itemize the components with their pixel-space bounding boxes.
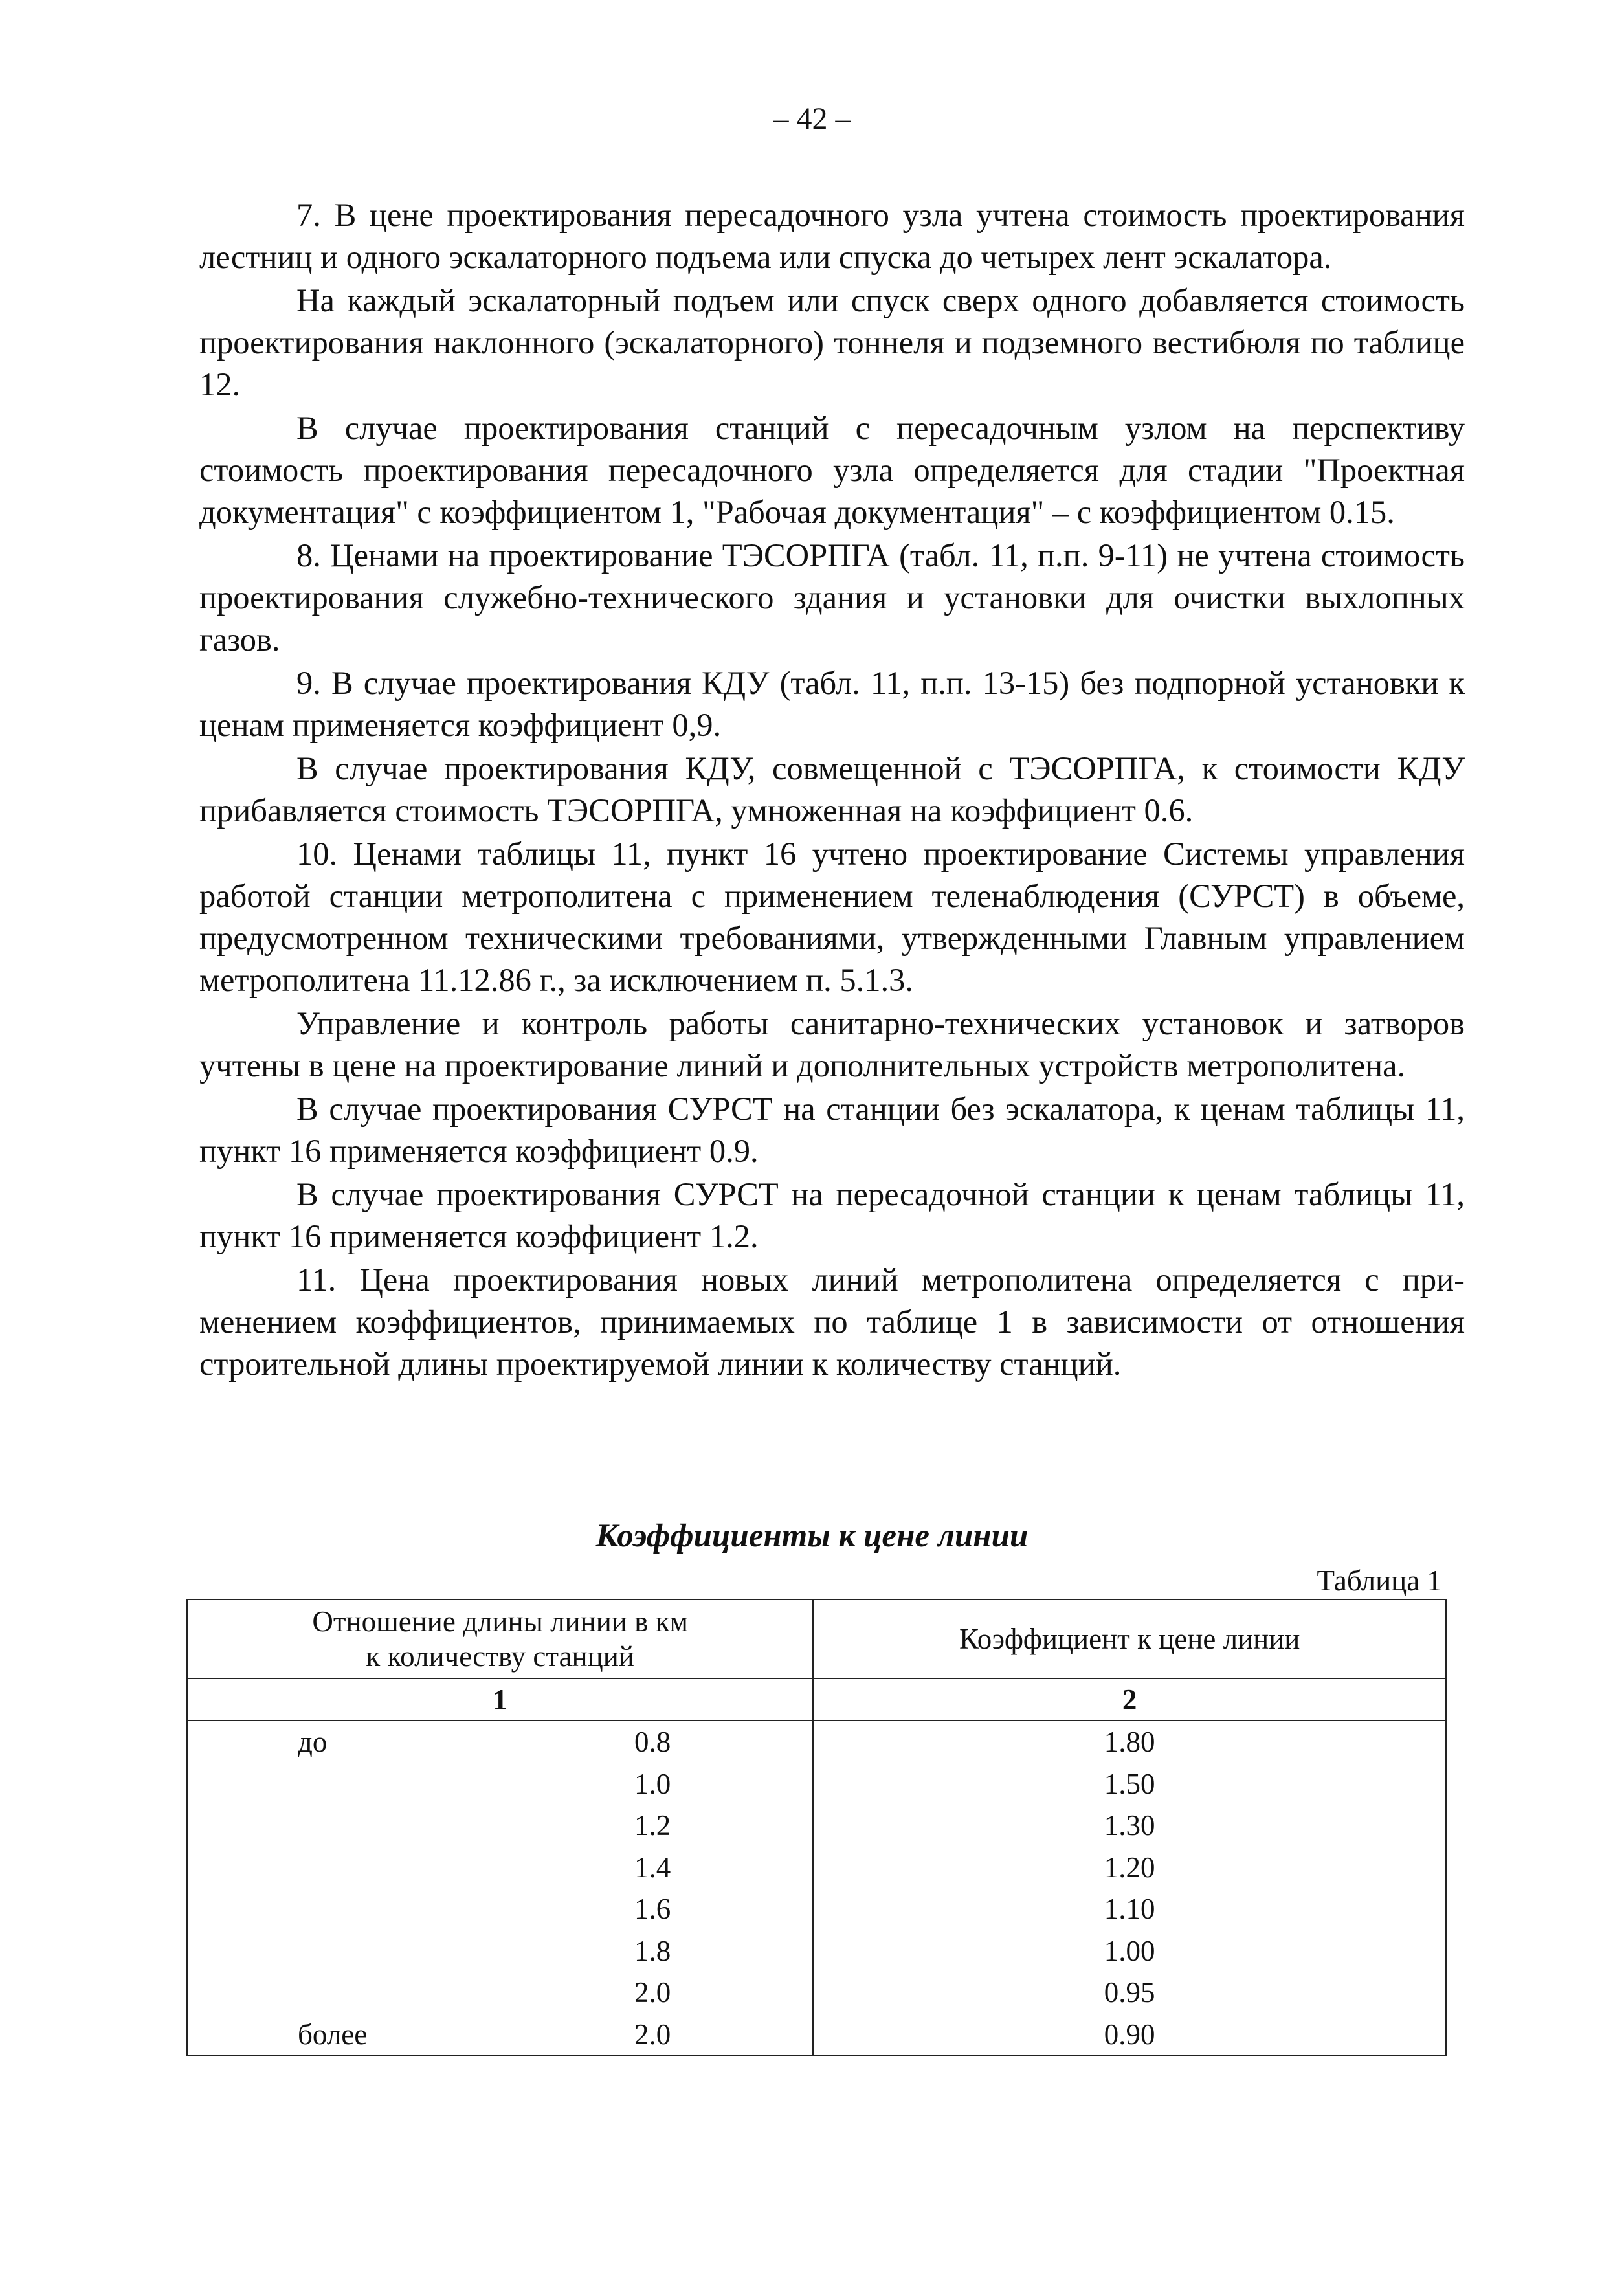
ratio-cell [187,1930,813,1972]
coefficient-cell: 1.00 [813,1930,1446,1972]
coefficient-cell: 1.10 [813,1888,1446,1930]
column-number-2: 2 [813,1678,1446,1721]
ratio-value: 1.8 [634,1934,671,1967]
coefficient-table [186,1599,1447,2056]
page-number: – 42 – [773,102,851,136]
table-row [187,1972,1446,2014]
coefficient-cell: 0.95 [813,1972,1446,2014]
ratio-cell [187,1805,813,1847]
ratio-value: 0.8 [634,1726,671,1759]
coefficient-cell: 1.20 [813,1847,1446,1889]
table-row [187,1847,1446,1889]
ratio-value: 2.0 [634,1976,671,2009]
ratio-cell [187,1888,813,1930]
paragraph-surst-no-escalator: В случае проектирования СУРСТ на станции без эскалатора, к ценам таблицы 11, пункт 16 применяется коэффициент 0.9. [199,1091,1465,1169]
ratio-cell [187,1721,813,1763]
table-row [187,1888,1446,1930]
table-header-row [187,1599,1446,1678]
paragraph-9: 9. В случае проектирования КДУ (табл. 11, п.п. 13-15) без подпорной установки к ценам применяется коэффициент 0,9. [199,665,1465,743]
table-row [187,1805,1446,1847]
column-number-row [187,1678,1446,1721]
paragraph-8: 8. Ценами на проектирование ТЭСОРПГА (табл. 11, п.п. 9-11) не учтена стоимость проектирования служебно-технического здания и установки для очистки выхлопных газов. [199,537,1465,658]
ratio-prefix: более [298,2018,368,2051]
paragraph-control: Управление и контроль работы санитарно-технических установок и затворов учтены в цене на проектирование линий и дополнительных устройств метрополитена. [199,1005,1465,1084]
ratio-value: 1.0 [634,1767,671,1800]
paragraph-transfer-node: В случае проектирования станций с пересадочным узлом на перспективу стоимость проектирования пересадочного узла определяется для стадии "Проектная документация" с коэффициентом 1, "Рабочая документация" – с коэффициентом 0.15. [199,410,1465,530]
ratio-prefix: до [298,1726,328,1759]
ratio-value: 1.6 [634,1893,671,1926]
paragraph-surst-transfer: В случае проектирования СУРСТ на пересадочной станции к ценам таблицы 11, пункт 16 применяется коэффициент 1.2. [199,1176,1465,1254]
table-row [187,1721,1446,1763]
coefficient-cell: 1.50 [813,1763,1446,1805]
table-row [187,2014,1446,2056]
column-header-ratio: Отношение длины линии в км к количеству станций [187,1599,813,1678]
ratio-value: 1.4 [634,1851,671,1884]
column-number-1: 1 [187,1678,813,1721]
body-text [199,194,1465,1387]
coefficient-cell: 0.90 [813,2014,1446,2056]
ratio-cell [187,1763,813,1805]
column-header-coefficient: Коэффициент к цене линии [813,1599,1446,1678]
paragraph-kdu: В случае проектирования КДУ, совмещенной с ТЭСОРПГА, к стоимости КДУ прибавляется стоимость ТЭСОРПГА, умноженная на коэффициент 0.6. [199,750,1465,829]
table-row [187,1763,1446,1805]
ratio-value: 2.0 [634,2018,671,2051]
paragraph-10: 10. Ценами таблицы 11, пункт 16 учтено проектирование Системы управления работой станции метрополитена с применением теленаблюдения (СУРСТ) в объеме, предусмотренном техническими требованиями, утвержденными Главным управлением метрополитена 11.12.86 г., за исключением п. 5.1.3. [199,836,1465,998]
paragraph-7: 7. В цене проектирования пересадочного узла учтена стоимость проектирования лестниц и одного эскалаторного подъема или спуска до четырех лент эскалатора. [199,197,1465,275]
paragraph-escalator: На каждый эскалаторный подъем или спуск сверх одного добавляется стоимость проектирования наклонного (эскалаторного) тоннеля и подземного вестибюля по таблице 12. [199,282,1465,403]
table-label: Таблица 1 [1317,1565,1441,1597]
ratio-cell [187,1972,813,2014]
paragraph-11: 11. Цена проектирования новых линий метрополитена определяется с применением коэффициентов, принимаемых по таблице 1 в зависимости от отношения строительной длины проектируемой линии к количеству станций. [199,1262,1465,1382]
ratio-cell [187,1847,813,1889]
ratio-value: 1.2 [634,1809,671,1842]
coefficient-cell: 1.80 [813,1721,1446,1763]
coefficient-cell: 1.30 [813,1805,1446,1847]
ratio-cell [187,2014,813,2056]
table-caption: Коэффициенты к цене линии [595,1518,1029,1554]
table-row [187,1930,1446,1972]
